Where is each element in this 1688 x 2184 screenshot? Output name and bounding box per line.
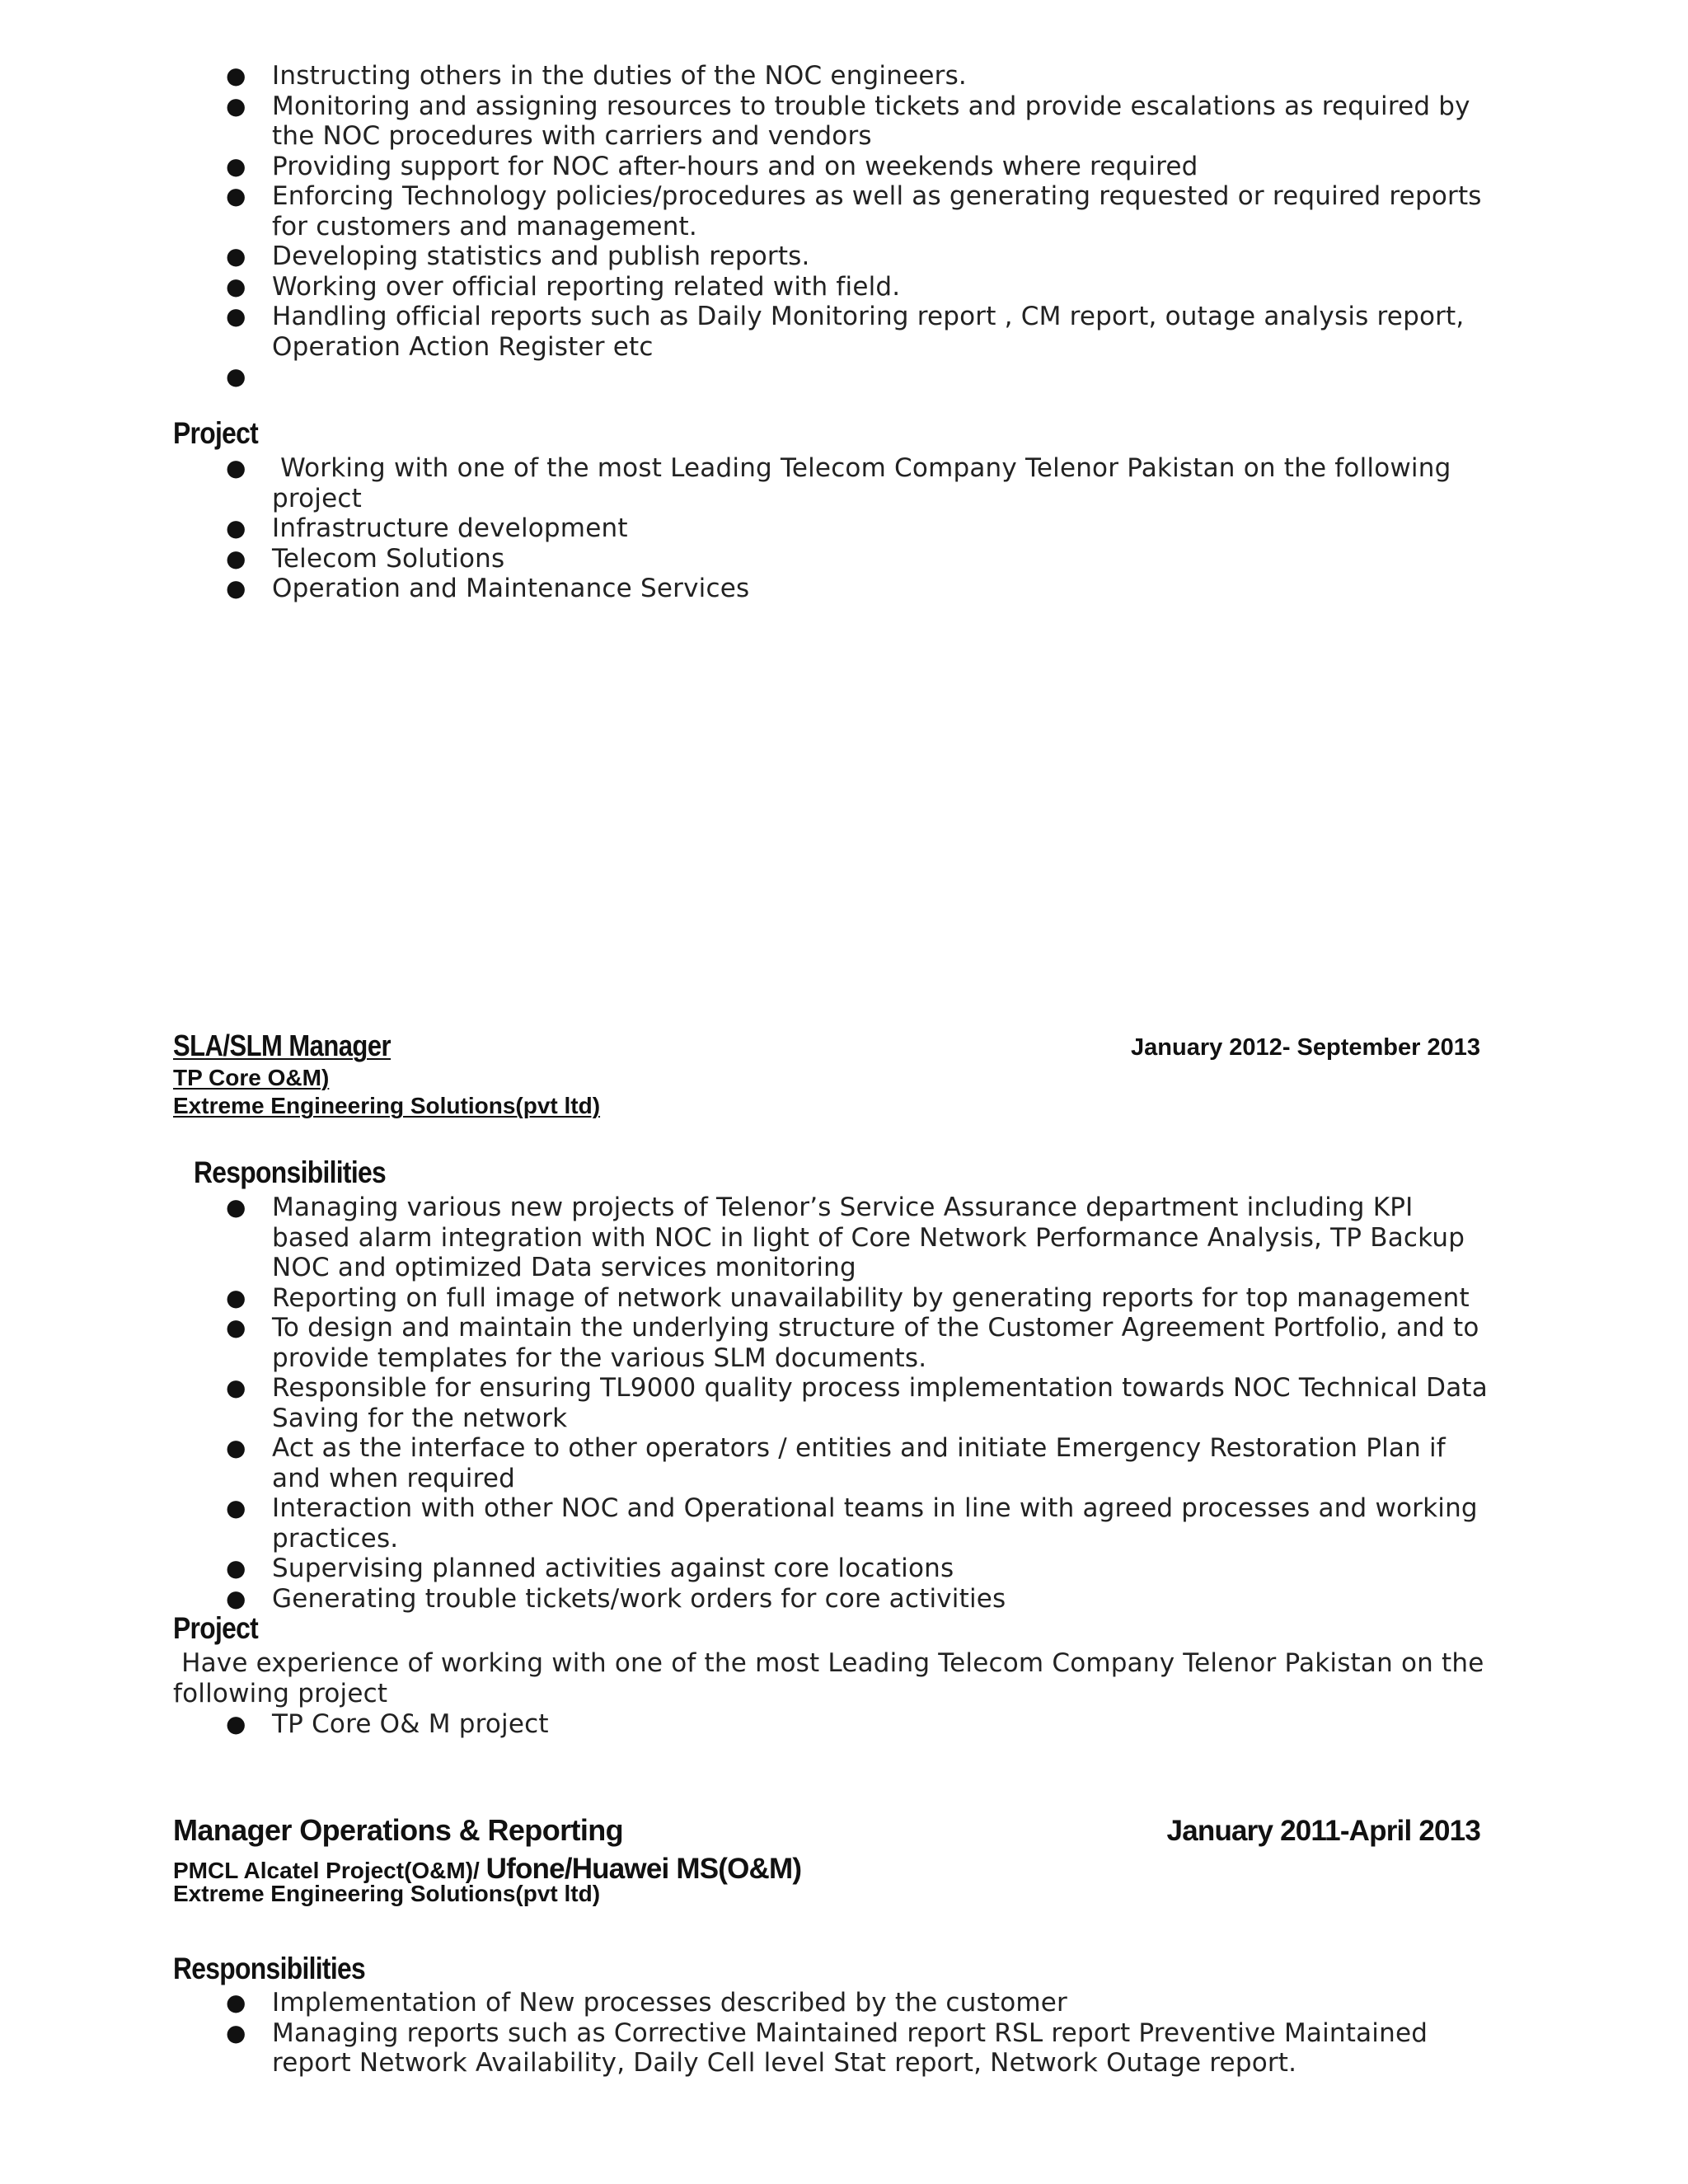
list-item	[173, 1433, 1492, 1493]
role-project	[173, 1065, 329, 1091]
bullet-icon: ●	[226, 1434, 246, 1461]
list-item-text: Handling official reports such as Daily Monitoring report , CM report, outage analysis report, Operation Action Register etc	[272, 302, 1465, 362]
bullet-icon: ●	[226, 182, 246, 209]
role-company: Extreme Engineering Solutions(pvt ltd)	[173, 1881, 601, 1906]
list-item	[173, 1313, 1492, 1373]
list-item-text: Interaction with other NOC and Operational teams in line with agreed processes and working practices.	[272, 1493, 1478, 1554]
role-dates: January 2012- September 2013	[1131, 1034, 1480, 1061]
role-project-text: TP Core O&M)	[173, 1065, 330, 1090]
list-item-text: Reporting on full image of network unavailability by generating reports for top management	[272, 1282, 1470, 1313]
bullet-icon: ●	[226, 1283, 246, 1311]
project-section	[173, 453, 1492, 604]
project-description: Have experience of working with one of the most Leading Telecom Company Telenor Pakistan on the following project	[173, 1648, 1493, 1708]
list-item	[173, 272, 1492, 302]
list-item-text: Infrastructure development	[272, 513, 628, 543]
role-dates: January 2011-April 2013	[1166, 1815, 1480, 1847]
list-item	[173, 1988, 1492, 2018]
role-title	[173, 1029, 391, 1063]
bullet-icon: ●	[226, 152, 246, 180]
list-item-text: Monitoring and assigning resources to trouble tickets and provide escalations as required by the NOC procedures with carriers and vendors	[272, 91, 1470, 151]
list-item	[173, 2018, 1492, 2079]
noc-duties-section	[173, 61, 1492, 392]
bullet-icon: ●	[226, 363, 246, 390]
bullet-icon: ●	[226, 574, 246, 602]
bullet-icon: ●	[226, 1314, 246, 1341]
bullet-icon: ●	[226, 62, 246, 89]
role-company-text: Extreme Engineering Solutions(pvt ltd)	[173, 1093, 601, 1118]
responsibilities-section	[173, 1193, 1492, 1614]
list-item-text: TP Core O& M project	[272, 1709, 549, 1739]
list-item	[173, 302, 1492, 362]
bullet-icon: ●	[226, 1554, 246, 1582]
role-project-text-secondary: Ufone/Huawei MS(O&M)	[485, 1853, 802, 1885]
list-item-text: Managing various new projects of Telenor’s Service Assurance department including KPI based alarm integration with NOC in light of Core Network Performance Analysis, TP Backup NOC and optimized Data services monitoring	[272, 1193, 1465, 1282]
list-item	[173, 1283, 1492, 1314]
bullet-icon: ●	[226, 1584, 246, 1612]
bullet-icon: ●	[226, 272, 246, 300]
project-list	[173, 1709, 1492, 1740]
list-item	[173, 1493, 1492, 1554]
list-item-text: Working with one of the most Leading Telecom Company Telenor Pakistan on the following project	[272, 453, 1460, 513]
list-item-text: Generating trouble tickets/work orders for core activities	[272, 1583, 1006, 1614]
list-item-text: Operation and Maintenance Services	[272, 574, 750, 603]
list-item-text: Implementation of New processes described by the customer	[272, 1988, 1067, 2018]
bullet-icon: ●	[226, 1494, 246, 1521]
list-item	[173, 91, 1492, 152]
list-item-text: Working over official reporting related with field.	[272, 271, 901, 302]
project-heading: Project	[173, 1611, 259, 1645]
bullet-icon: ●	[226, 1374, 246, 1401]
bullet-icon: ●	[226, 514, 246, 541]
role-company	[173, 1093, 600, 1119]
list-item	[173, 513, 1492, 544]
bullet-icon: ●	[226, 242, 246, 269]
list-item-text: To design and maintain the underlying structure of the Customer Agreement Portfolio, and to provide templates for the various SLM documents.	[272, 1313, 1479, 1373]
list-item-text: Developing statistics and publish reports.	[272, 241, 810, 271]
role-title-text: SLA/SLM Manager	[173, 1029, 392, 1062]
list-item-text: Managing reports such as Corrective Maintained report RSL report Preventive Maintained report Network Availability, Daily Cell level Stat report, Network Outage report.	[272, 2018, 1428, 2078]
list-item	[173, 241, 1492, 272]
bullet-icon: ●	[226, 302, 246, 330]
list-item	[173, 574, 1492, 604]
list-item	[173, 544, 1492, 574]
list-item-text: Instructing others in the duties of the NOC engineers.	[272, 61, 967, 91]
project-section	[173, 1709, 1492, 1740]
list-item-text: Enforcing Technology policies/procedures as well as generating requested or required reports for customers and management.	[272, 181, 1482, 241]
list-item-text: Providing support for NOC after-hours and on weekends where required	[272, 151, 1198, 181]
role-project-text: PMCL Alcatel Project(O&M)/	[173, 1858, 486, 1883]
responsibilities-section	[173, 1988, 1492, 2079]
bullet-icon: ●	[226, 454, 246, 481]
list-item	[173, 152, 1492, 182]
bullet-icon: ●	[226, 91, 246, 120]
responsibilities-list	[173, 1988, 1492, 2079]
list-item	[173, 1193, 1492, 1283]
list-item	[173, 1554, 1492, 1584]
bullet-icon: ●	[226, 1193, 246, 1221]
list-item-text: Telecom Solutions	[272, 543, 505, 574]
list-item	[173, 61, 1492, 91]
responsibilities-list	[173, 1193, 1492, 1614]
list-item	[173, 1709, 1492, 1740]
noc-duties-list	[173, 61, 1492, 392]
project-heading: Project	[173, 416, 259, 450]
list-item	[173, 1373, 1492, 1433]
responsibilities-heading: Responsibilities	[173, 1952, 366, 1985]
list-item-text: Responsible for ensuring TL9000 quality process implementation towards NOC Technical Data Saving for the network	[272, 1373, 1488, 1433]
list-item	[173, 453, 1492, 513]
project-list	[173, 453, 1492, 604]
list-item	[173, 362, 1492, 392]
list-item-text: Act as the interface to other operators / entities and initiate Emergency Restoration Plan if and when required	[272, 1433, 1446, 1493]
bullet-icon: ●	[226, 1989, 246, 2016]
bullet-icon: ●	[226, 2018, 246, 2046]
list-item	[173, 1584, 1492, 1615]
role-title: Manager Operations & Reporting	[173, 1813, 624, 1847]
bullet-icon: ●	[226, 544, 246, 572]
bullet-icon: ●	[226, 1710, 246, 1737]
list-item	[173, 181, 1492, 241]
responsibilities-heading: Responsibilities	[194, 1155, 387, 1189]
list-item-text: Supervising planned activities against core locations	[272, 1554, 954, 1583]
